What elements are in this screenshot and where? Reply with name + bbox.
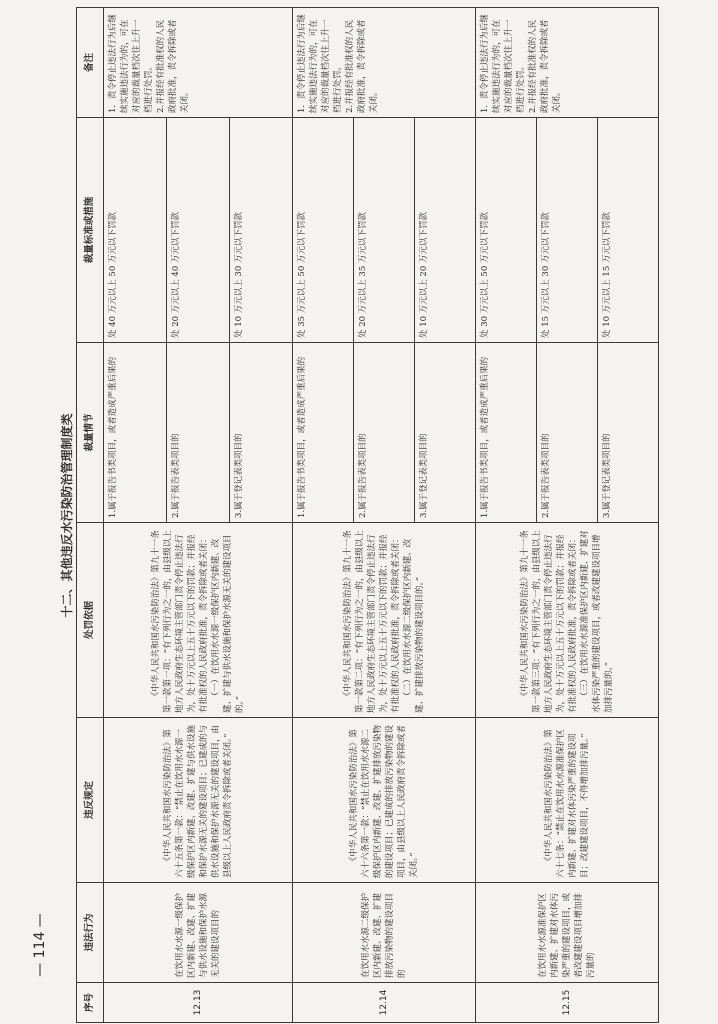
violation-act: 在饮用水水源二级保护区内新建、改建、扩建排放污染物的建设项目的 [293,883,476,983]
header-row [77,8,104,1023]
circumstance: 2.属于报告表类项目的 [354,343,415,523]
violation-act: 在饮用水水源准保护区内新建、扩建对水体污染严重的建设项目，或者改建建设项目增加排污量的 [476,883,659,983]
penalty-table [76,7,659,1023]
circumstance: 1.属于报告书类项目，或者造成严重后果的 [476,343,537,523]
row-number: 12.14 [293,983,476,1023]
penalty-basis [104,523,293,718]
basis-paragraph: 《中华人民共和国水污染防治法》第九十一条第一款第三项：“有下列行为之一的，由县级以上地方人民政府生态环境主管部门责令停止违法行为，处十万元以上五十万元以下的罚款；并报经有批准权的人民政府批准，责令拆除或者关闭： [520,530,578,713]
note-item: 2.并报经有批准权的人民政府批准，责令拆除或者关闭。 [528,19,562,113]
table-sheet [58,8,701,1023]
page-number: — 114 — [32,913,48,977]
circumstance: 3.属于登记表类项目的 [230,343,293,523]
table-row [293,8,354,1023]
header-standard: 裁量标准或措施 [77,118,104,343]
note-item: 1．责令停止违法行为后继续实施违法行为的，可在对应的裁量档次往上升一档进行处罚。 [480,14,526,113]
table-row [476,8,537,1023]
note-item: 1．责令停止违法行为后继续实施违法行为的，可在对应的裁量档次往上升一档进行处罚。 [108,14,154,113]
header-note: 备注 [77,8,104,118]
standard: 处 30 万元以上 50 万元以下罚款 [476,118,537,343]
standard: 处 20 万元以上 35 万元以下罚款 [354,118,415,343]
basis-paragraph: （一）在饮用水水源一级保护区内新建、改建、扩建与供水设施和保护水源无关的建设项目的。” [211,534,245,713]
note-item: 2.并报经有批准权的人民政府批准，责令拆除或者关闭。 [156,19,190,113]
circumstance: 3.属于登记表类项目的 [415,343,476,523]
standard: 处 10 万元以上 30 万元以下罚款 [230,118,293,343]
basis-paragraph: 《中华人民共和国水污染防治法》第九十一条第一款第一项：“有下列行为之一的，由县级以上地方人民政府生态环境主管部门责令停止违法行为，处十万元以上五十万元以下的罚款；并报经有批准权的人民政府批准，责令拆除或者关闭： [151,530,209,713]
note-item: 2.并报经有批准权的人民政府批准，责令拆除或者关闭。 [345,19,379,113]
violated-rule: 《中华人民共和国水污染防治法》第六十六条第一款：“禁止在饮用水水源二级保护区内新建、改建、扩建排放污染物的建设项目；已建成的排放污染物的建设项目，由县级以上人民政府责令拆除或者关闭。” [293,718,476,883]
standard: 处 35 万元以上 50 万元以下罚款 [293,118,354,343]
header-basis: 处罚依据 [77,523,104,718]
standard: 处 40 万元以上 50 万元以下罚款 [104,118,167,343]
header-no: 序号 [77,983,104,1023]
circumstance: 1.属于报告书类项目，或者造成严重后果的 [104,343,167,523]
violation-act: 在饮用水水源一级保护区内新建、改建、扩建与供水设施和保护水源无关的建设项目的 [104,883,293,983]
table-title: 十二、其他违反水污染防治管理制度类 [60,413,74,618]
standard: 处 15 万元以上 30 万元以下罚款 [537,118,598,343]
standard: 处 10 万元以上 15 万元以下罚款 [598,118,659,343]
header-circumstance: 裁量情节 [77,343,104,523]
standard: 处 10 万元以上 20 万元以下罚款 [415,118,476,343]
penalty-basis [476,523,659,718]
circumstance: 2.属于报告表类项目的 [537,343,598,523]
note [476,8,659,118]
basis-paragraph: （二）在饮用水水源二级保护区内新建、改建、扩建排放污染物的建设项目的。” [403,538,425,713]
circumstance: 2.属于报告表类项目的 [167,343,230,523]
table-row [104,8,167,1023]
basis-paragraph: （三）在饮用水水源准保护区内新建、扩建对水体污染严重的建设项目，或者改建建设项目增加排污量的。” [580,530,614,713]
row-number: 12.15 [476,983,659,1023]
row-number: 12.13 [104,983,293,1023]
violated-rule: 《中华人民共和国水污染防治法》第六十五条第一款：“禁止在饮用水水源一级保护区内新建、改建、扩建与供水设施和保护水源无关的建设项目；已建成的与供水设施和保护水源无关的建设项目，由县级以上人民政府责令拆除或者关闭。” [104,718,293,883]
header-rule: 违反规定 [77,718,104,883]
standard: 处 20 万元以上 40 万元以下罚款 [167,118,230,343]
header-act: 违法行为 [77,883,104,983]
note [293,8,476,118]
basis-paragraph: 《中华人民共和国水污染防治法》第九十一条第一款第二项：“有下列行为之一的，由县级以上地方人民政府生态环境主管部门责令停止违法行为，处十万元以上五十万元以下的罚款；并报经有批准权的人民政府批准，责令拆除或者关闭： [343,530,401,713]
penalty-basis [293,523,476,718]
note [104,8,293,118]
note-item: 1．责令停止违法行为后继续实施违法行为的，可在对应的裁量档次往上升一档进行处罚。 [297,14,343,113]
circumstance: 1.属于报告书类项目，或者造成严重后果的 [293,343,354,523]
circumstance: 3.属于登记表类项目的 [598,343,659,523]
violated-rule: 《中华人民共和国水污染防治法》第六十七条：“禁止在饮用水水源准保护区内新建、扩建对水体污染严重的建设项目；改建建设项目，不得增加排污量。” [476,718,659,883]
